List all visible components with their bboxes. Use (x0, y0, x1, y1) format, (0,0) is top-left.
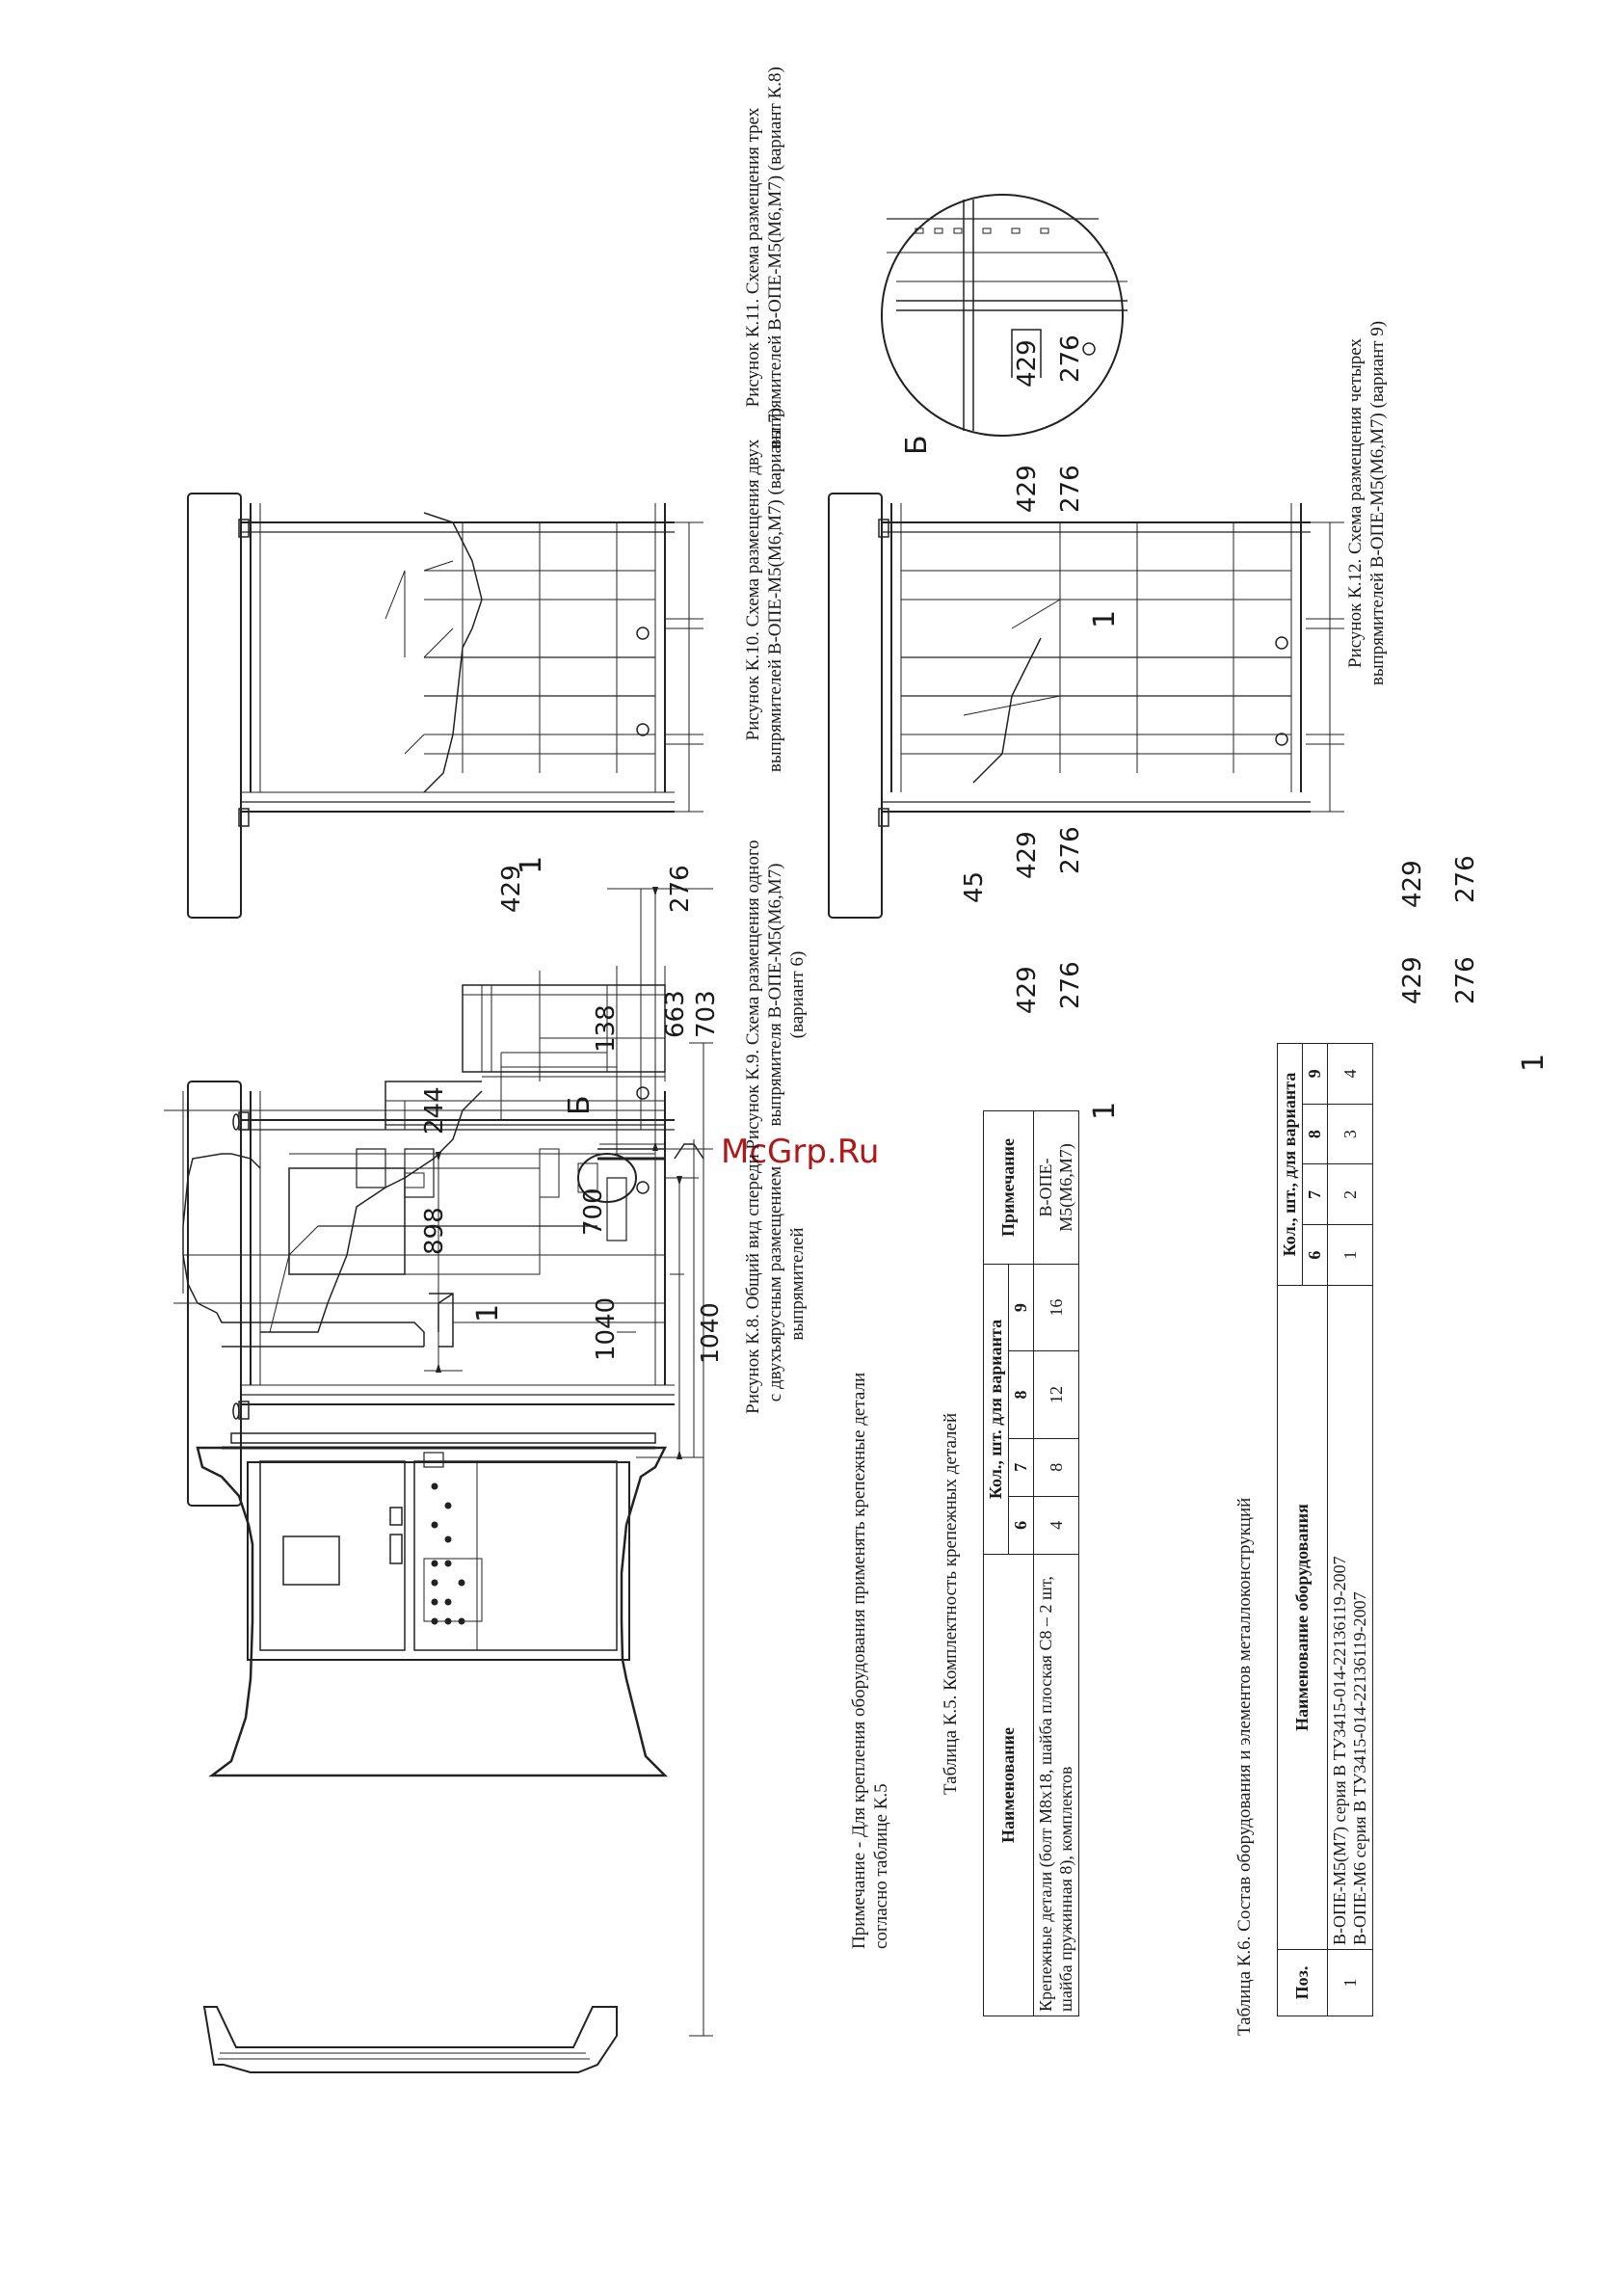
table-k6-name (1328, 1286, 1373, 1950)
table-k6-qty: 2 (1328, 1164, 1373, 1225)
k8-dim-244: 244 (420, 1086, 449, 1135)
k8-dim-898: 898 (420, 1207, 449, 1255)
k8-dim-700: 700 (579, 1188, 608, 1236)
k10-dim-429a: 429 (1013, 966, 1042, 1014)
k10-dim-429b: 429 (1013, 831, 1042, 879)
table-k6-name-line1: В-ОПЕ-М5(М7) серия В ТУ3415-014-22136119-2007 (1330, 1556, 1349, 1945)
table-k5-title: Таблица К.5. Комплектность крепежных деталей (941, 1412, 961, 1795)
watermark: McGrp.Ru (721, 1133, 880, 1171)
caption-k11-line1: Рисунок К.11. Схема размещения трех (743, 107, 763, 408)
table-k6-header-row (1278, 1044, 1303, 2016)
table-k5-var: 6 (1009, 1496, 1034, 1554)
k12-dim-276b: 276 (1451, 855, 1480, 903)
table-k5-qty: 8 (1034, 1438, 1079, 1496)
drawing-labels (696, 1302, 724, 1364)
table-k5-var: 9 (1009, 1265, 1034, 1351)
table-k6-qty: 1 (1328, 1225, 1373, 1286)
table-k6-qty: 3 (1328, 1104, 1373, 1164)
k8-dim-703: 703 (692, 990, 721, 1038)
caption-k12 (1344, 253, 1389, 754)
detail-b-label: Б (900, 435, 934, 455)
caption-k9-line2: выпрямителя В-ОПЕ-М5(М6,М7) (765, 863, 785, 1127)
note-line2: согласно таблице К.5 (871, 1783, 891, 1949)
k11-dim-276a: 276 (1056, 465, 1085, 513)
caption-k9-line1: Рисунок К.9. Схема размещения одного (743, 840, 763, 1150)
k11-dim-429a: 429 (1013, 465, 1042, 513)
note-line1: Примечание - Для крепления оборудования применять крепежные детали (849, 1372, 869, 1949)
k8-label-1: 1 (471, 1303, 505, 1322)
k9-dim-429: 429 (497, 865, 526, 913)
table-k6-var: 9 (1303, 1044, 1328, 1105)
note (848, 1216, 892, 1949)
table-row (1034, 1111, 1079, 2016)
k10-dim-276a: 276 (1056, 961, 1085, 1009)
k11-dim-276b: 276 (1056, 334, 1085, 383)
caption-k8-line3: выпрямителей (787, 1227, 808, 1341)
caption-k11 (742, 7, 786, 508)
table-k6-var: 7 (1303, 1164, 1328, 1225)
caption-k9 (742, 783, 809, 1207)
table-k5-var: 7 (1009, 1438, 1034, 1496)
table-k5-row-note: В-ОПЕ-М5(М6,М7) (1034, 1111, 1079, 1265)
k10-dim-45: 45 (960, 870, 989, 903)
k10-dim-276b: 276 (1056, 826, 1085, 874)
table-k5-h-qty: Кол., шт. для варианта (984, 1265, 1009, 1555)
table-k5-var: 8 (1009, 1351, 1034, 1438)
k12-dim-429a: 429 (1398, 956, 1427, 1004)
caption-k9-line3: (вариант 6) (787, 950, 808, 1039)
table-k6-var: 8 (1303, 1104, 1328, 1164)
caption-k8-line2: с двухъярусным размещением (765, 1165, 785, 1402)
table-k5-row-name: Крепежные детали (болт М8х18, шайба плоская С8 – 2 шт, шайба пружинная 8), комплектов (1034, 1555, 1079, 2016)
table-k6-var: 6 (1303, 1225, 1328, 1286)
table-k6-h-name: Наименование оборудования (1278, 1286, 1328, 1950)
k9-label-1: 1 (515, 855, 548, 874)
table-k6-pos: 1 (1328, 1950, 1373, 2016)
k8-dim-663: 663 (661, 990, 690, 1038)
table-row (1328, 1044, 1373, 2016)
table-k6-qty: 4 (1328, 1044, 1373, 1105)
caption-k11-line2: выпрямителей В-ОПЕ-М5(М6,М7) (вариант К.8) (765, 67, 785, 448)
table-k6-title: Таблица К.6. Состав оборудования и элементов металлоконструкций (1234, 1497, 1255, 2036)
k12-label-1: 1 (1517, 1053, 1551, 1072)
detail-b-drawing (882, 195, 1127, 436)
table-k6 (1277, 1043, 1373, 2016)
table-k6-h-pos: Поз. (1278, 1950, 1328, 2016)
table-k5-h-note: Примечание (984, 1111, 1034, 1265)
k11-dim-429b: 429 (1013, 339, 1042, 387)
table-k5-qty: 16 (1034, 1265, 1079, 1351)
caption-k8-line1: Рисунок К.8. Общий вид спереди (743, 1154, 763, 1414)
table-k6-h-qty: Кол., шт., для варианта (1278, 1044, 1303, 1286)
caption-k12-line1: Рисунок К.12. Схема размещения четырех (1345, 338, 1366, 668)
table-k5-qty: 12 (1034, 1351, 1079, 1438)
k8-dim-138: 138 (592, 1004, 621, 1053)
k12-dim-429b: 429 (1398, 860, 1427, 908)
table-k5-header-row (984, 1111, 1009, 2016)
k8-label-b: Б (563, 1095, 597, 1115)
caption-k12-line2: выпрямителей В-ОПЕ-М5(М6,М7) (вариант 9) (1367, 320, 1388, 686)
table-k6-name-line2: В-ОПЕ-М6 серия В ТУ3415-014-22136119-2007 (1350, 1591, 1369, 1945)
k9-dim-276: 276 (666, 865, 695, 913)
figure-k8-drawing (164, 887, 713, 2072)
k11-label-1: 1 (1088, 609, 1122, 628)
caption-k10-line2: выпрямителей В-ОПЕ-М5(М6,М7) (вариант 7) (765, 407, 785, 773)
k8-dim-1040: 1040 (696, 1302, 724, 1364)
table-k5-qty: 4 (1034, 1496, 1079, 1554)
k8-dim-1040: 1040 (592, 1296, 621, 1361)
k10-label-1: 1 (1088, 1101, 1122, 1120)
table-k5-h-name: Наименование (984, 1555, 1034, 2016)
table-k5 (983, 1110, 1079, 2016)
k12-dim-276a: 276 (1451, 956, 1480, 1004)
caption-k10-line1: Рисунок К.10. Схема размещения двух (743, 439, 763, 741)
